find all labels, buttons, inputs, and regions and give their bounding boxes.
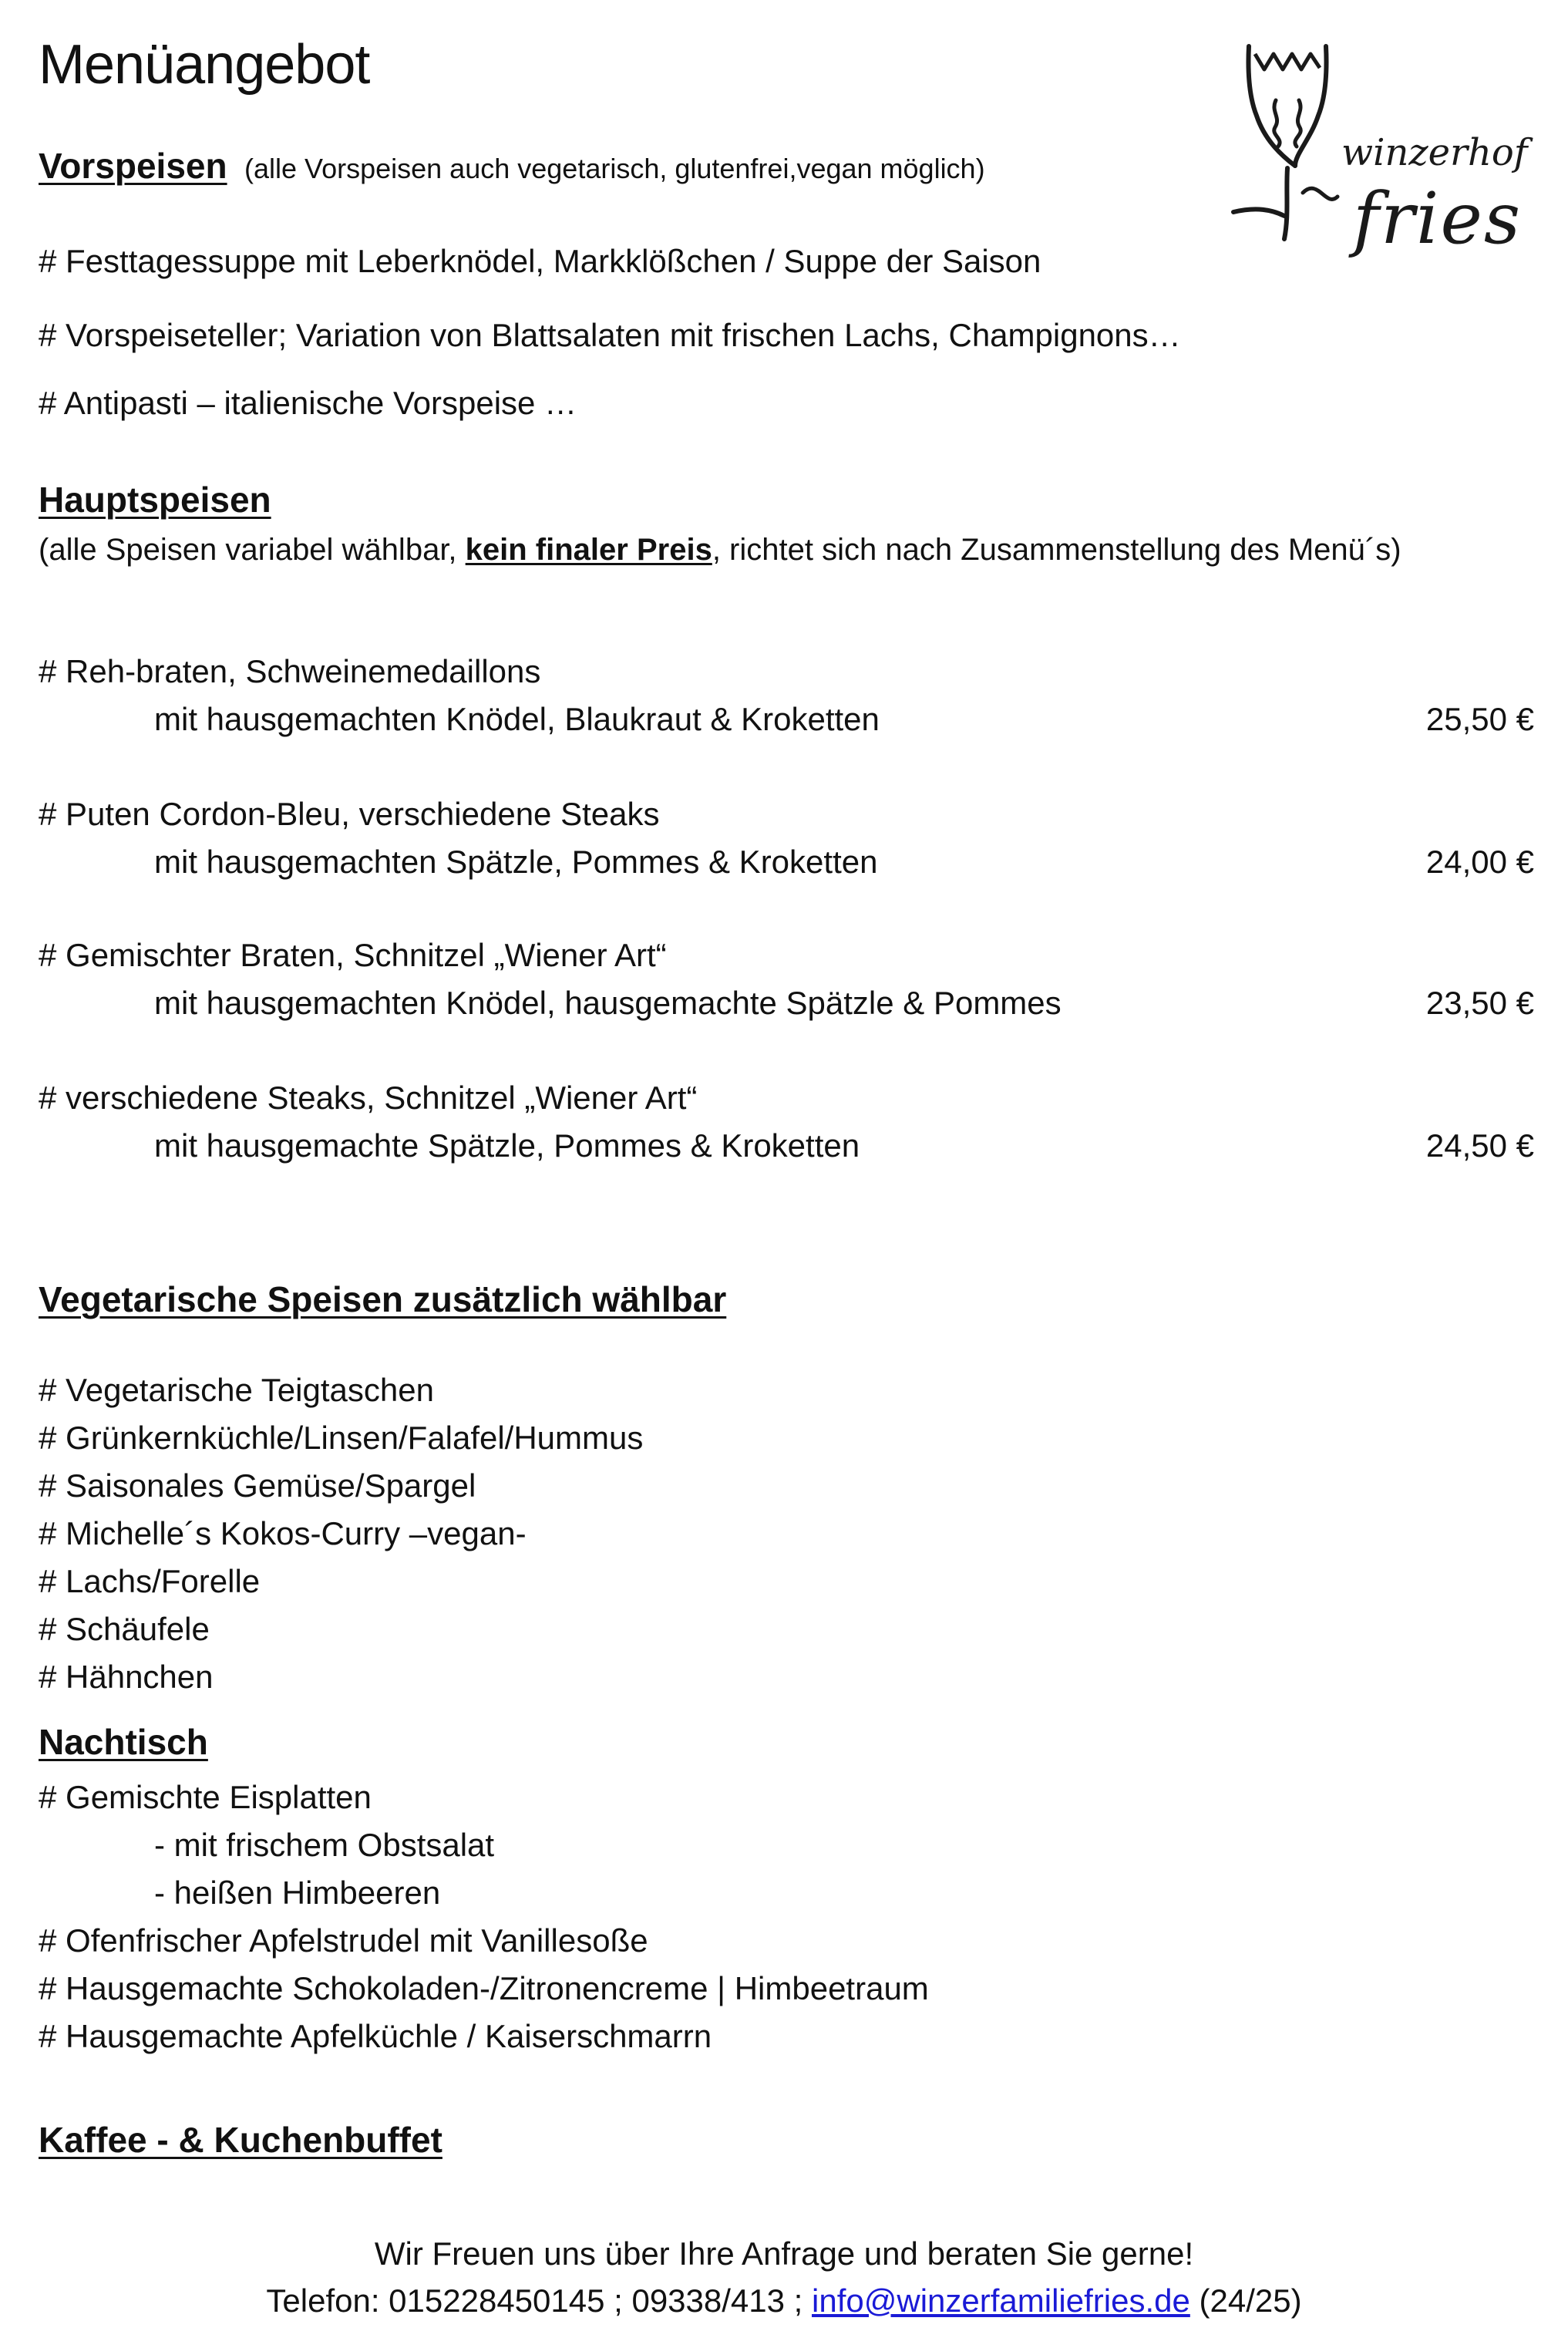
logo-text-fries: fries: [1353, 177, 1523, 260]
starter-item: # Antipasti – italienische Vorspeise …: [39, 385, 577, 421]
vegetarian-heading: Vegetarische Speisen zusätzlich wählbar: [39, 1279, 727, 1319]
starters-note: (alle Vorspeisen auch vegetarisch, glutenfrei,vegan möglich): [244, 153, 985, 184]
main-item-price: 25,50 €: [1425, 701, 1534, 737]
starter-item: # Festtagessuppe mit Leberknödel, Markklößchen / Suppe der Saison: [39, 243, 1041, 279]
main-item-sides: mit hausgemachten Knödel, hausgemachte Spätzle & Pommes: [154, 985, 1062, 1021]
mains-heading: Hauptspeisen: [39, 480, 271, 520]
main-item-sides: mit hausgemachten Knödel, Blaukraut & Kroketten: [154, 701, 880, 737]
vegetarian-item: # Schäufele: [39, 1611, 210, 1647]
footer-invitation: Wir Freuen uns über Ihre Anfrage und beraten Sie gerne!: [374, 2235, 1194, 2272]
dessert-sub-item: - mit frischem Obstsalat: [154, 1827, 495, 1863]
vegetarian-item: # Vegetarische Teigtaschen: [39, 1372, 434, 1408]
page-title: Menüangebot: [39, 34, 370, 96]
dessert-item: # Hausgemachte Apfelküchle / Kaiserschmarrn: [39, 2018, 712, 2054]
footer-phone: Telefon: 015228450145 ; 09338/413 ;: [266, 2282, 813, 2319]
main-item-title: # Reh-braten, Schweinemedaillons: [39, 653, 541, 689]
dessert-item: # Gemischte Eisplatten: [39, 1779, 372, 1815]
main-item-title: # verschiedene Steaks, Schnitzel „Wiener Art“: [39, 1080, 698, 1116]
vegetarian-item: # Saisonales Gemüse/Spargel: [39, 1467, 476, 1504]
main-item-title: # Puten Cordon-Bleu, verschiedene Steaks: [39, 796, 660, 832]
dessert-item: # Hausgemachte Schokoladen-/Zitronencreme | Himbeetraum: [39, 1970, 929, 2006]
dessert-heading: Nachtisch: [39, 1722, 208, 1762]
vegetarian-item: # Hähnchen: [39, 1659, 214, 1695]
main-item-price: 24,00 €: [1425, 844, 1534, 880]
main-item-title: # Gemischter Braten, Schnitzel „Wiener Art“: [39, 937, 667, 973]
mains-note-no-final-price: kein finaler Preis: [465, 533, 712, 567]
vegetarian-item: # Michelle´s Kokos-Curry –vegan-: [39, 1515, 527, 1551]
dessert-sub-item: - heißen Himbeeren: [154, 1875, 441, 1911]
coffee-buffet-heading: Kaffee - & Kuchenbuffet: [39, 2120, 442, 2160]
main-item-price: 23,50 €: [1425, 985, 1534, 1021]
main-item-sides: mit hausgemachte Spätzle, Pommes & Kroketten: [154, 1127, 860, 1164]
starter-item: # Vorspeiseteller; Variation von Blattsalaten mit frischen Lachs, Champignons…: [39, 317, 1181, 353]
mains-note-start: (alle Speisen variabel wählbar,: [39, 533, 466, 567]
vegetarian-item: # Lachs/Forelle: [39, 1563, 261, 1599]
mains-note-end: , richtet sich nach Zusammenstellung des Menü´s): [712, 533, 1401, 567]
main-item-sides: mit hausgemachten Spätzle, Pommes & Kroketten: [154, 844, 878, 880]
winzerhof-fries-logo: [1210, 31, 1528, 285]
logo-text-winzerhof: winzerhof: [1341, 131, 1528, 174]
mains-note: [39, 534, 1401, 565]
footer-season: (24/25): [1189, 2282, 1302, 2319]
starters-heading: Vorspeisen: [39, 146, 227, 186]
vegetarian-item: # Grünkernküchle/Linsen/Falafel/Hummus: [39, 1420, 644, 1456]
dessert-item: # Ofenfrischer Apfelstrudel mit Vanillesoße: [39, 1922, 648, 1959]
starters-heading-row: [39, 148, 985, 184]
footer-email-link[interactable]: info@winzerfamiliefries.de: [812, 2282, 1190, 2319]
footer-contact: [0, 2282, 1568, 2319]
main-item-price: 24,50 €: [1425, 1127, 1534, 1164]
